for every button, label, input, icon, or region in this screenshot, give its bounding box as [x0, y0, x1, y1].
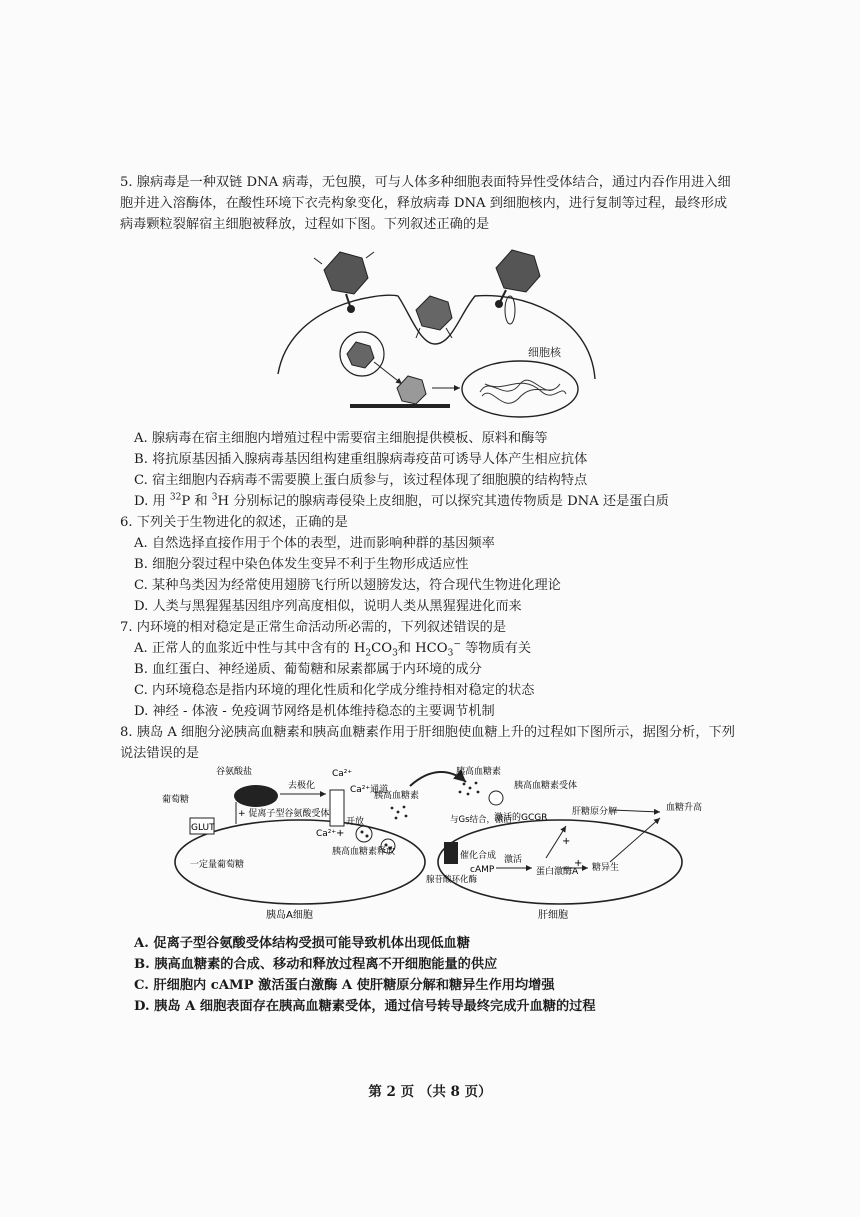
question-5-stem: 5. 腺病毒是一种双链 DNA 病毒，无包膜，可与人体多种细胞表面特异性受体结合，通过内吞作用进入细胞并进入溶酶体，在酸性环境下衣壳构象变化，释放病毒 DNA 到细胞核内，进行复制等过程，最终形成病毒颗粒裂解宿主细胞被释放，过程如下图。下列叙述正确的是: [120, 175, 731, 232]
ca-top-label: Ca²⁺: [332, 769, 353, 779]
q7-option-a: A. 正常人的血浆近中性与其中含有的 $H_2CO_3$和 $HCO_3^-$ 等物质有关: [134, 639, 532, 659]
catalyze-label: 催化合成: [460, 851, 497, 861]
gluconeogenesis-label: 糖异生: [592, 863, 620, 873]
gs-bind-label: 与Gs结合，激活: [450, 815, 513, 825]
q8-option-a: A. 促离子型谷氨酸受体结构受损可能导致机体出现低血糖: [134, 936, 470, 951]
ca-channel-label: Ca²⁺通道: [350, 785, 389, 795]
plus-sign-3: +: [574, 858, 583, 869]
adenylate-cyclase-label: 腺苷酸环化酶: [426, 875, 478, 885]
virus-icon: [495, 250, 540, 324]
glycogen-label: 肝糖原分解: [572, 807, 618, 817]
glucagon-diagram: [160, 762, 720, 922]
plus-sign-1: +: [336, 828, 345, 839]
q6-option-a: A. 自然选择直接作用于个体的表型，进而影响种群的基因频率: [134, 536, 495, 551]
virus-icon: [416, 296, 452, 338]
q8-option-d: D. 胰岛 A 细胞表面存在胰高血糖素受体，通过信号转导最终完成升血糖的过程: [134, 999, 596, 1014]
plus-sign-2: +: [562, 836, 571, 847]
glutamate-label: 谷氨酸盐: [216, 767, 253, 777]
q8-option-c: C. 肝细胞内 cAMP 激活蛋白激酶 A 使肝糖原分解和糖异生作用均增强: [134, 978, 555, 993]
activate-label: 激活: [504, 855, 523, 865]
adenovirus-diagram: [270, 244, 600, 422]
q5-option-b: B. 将抗原基因插入腺病毒基因组构建重组腺病毒疫苗可诱导人体产生相应抗体: [134, 452, 588, 467]
q7-option-b: B. 血红蛋白、神经递质、葡萄糖和尿素都属于内环境的成分: [134, 662, 482, 677]
open-label: 开放: [346, 817, 365, 827]
q5-option-d: D. 用 $^{32}$P 和 $^3$H 分别标记的腺病毒侵染上皮细胞，可以探究其遗传物质是 DNA 还是蛋白质: [134, 492, 669, 509]
q7-option-c: C. 内环境稳态是指内环境的理化性质和化学成分维持相对稳定的状态: [134, 683, 535, 698]
q6-option-d: D. 人类与黑猩猩基因组序列高度相似，说明人类从黑猩猩进化而来: [134, 599, 522, 614]
q5-option-a: A. 腺病毒在宿主细胞内增殖过程中需要宿主细胞提供模板、原料和酶等: [134, 431, 548, 446]
pka-label: 蛋白激酶A: [536, 867, 579, 877]
question-7-stem: 7. 内环境的相对稳定是正常生命活动所必需的，下列叙述错误的是: [120, 620, 507, 635]
q7-option-d: D. 神经 - 体液 - 免疫调节网络是机体维持稳态的主要调节机制: [134, 704, 495, 719]
page-number-footer: 第 2 页 （共 8 页）: [368, 1084, 492, 1100]
glucagon-label-b: 胰高血糖素: [456, 767, 502, 777]
nucleus-label: 细胞核: [528, 346, 561, 359]
q8-option-b: B. 胰高血糖素的合成、移动和释放过程离不开细胞能量的供应: [134, 957, 498, 972]
depolarize-label: 去极化: [288, 781, 316, 791]
camp-label: cAMP: [470, 865, 495, 875]
glucagon-label-a: 胰高血糖素: [374, 791, 420, 801]
glut-label: GLUT: [191, 823, 215, 833]
islet-a-cell-label: 胰岛A细胞: [266, 910, 313, 921]
activated-gcgr-label: 激活的GCGR: [494, 813, 548, 823]
glucagon-receptor-label: 胰高血糖素受体: [514, 781, 578, 791]
glucagon-release-label: 胰高血糖素释放: [332, 847, 396, 857]
promote-receptor-label: + 促离子型谷氨酸受体: [238, 809, 330, 819]
question-8-stem: 8. 胰岛 A 细胞分泌胰高血糖素和胰高血糖素作用于肝细胞使血糖上升的过程如下图所示，据图分析，下列说法错误的是: [120, 725, 735, 761]
certain-glucose-label: 一定量葡萄糖: [190, 860, 245, 870]
q6-option-b: B. 细胞分裂过程中染色体发生变异不利于生物形成适应性: [134, 557, 469, 572]
glucose-label: 葡萄糖: [162, 795, 190, 805]
liver-cell-label: 肝细胞: [538, 910, 568, 921]
q5-option-c: C. 宿主细胞内吞病毒不需要膜上蛋白质参与，该过程体现了细胞膜的结构特点: [134, 473, 588, 488]
ca-in-label: Ca²⁺: [316, 829, 337, 839]
question-6-stem: 6. 下列关于生物进化的叙述，正确的是: [120, 515, 348, 530]
blood-sugar-label: 血糖升高: [666, 803, 703, 813]
q6-option-c: C. 某种鸟类因为经常使用翅膀飞行所以翅膀发达，符合现代生物进化理论: [134, 578, 561, 593]
